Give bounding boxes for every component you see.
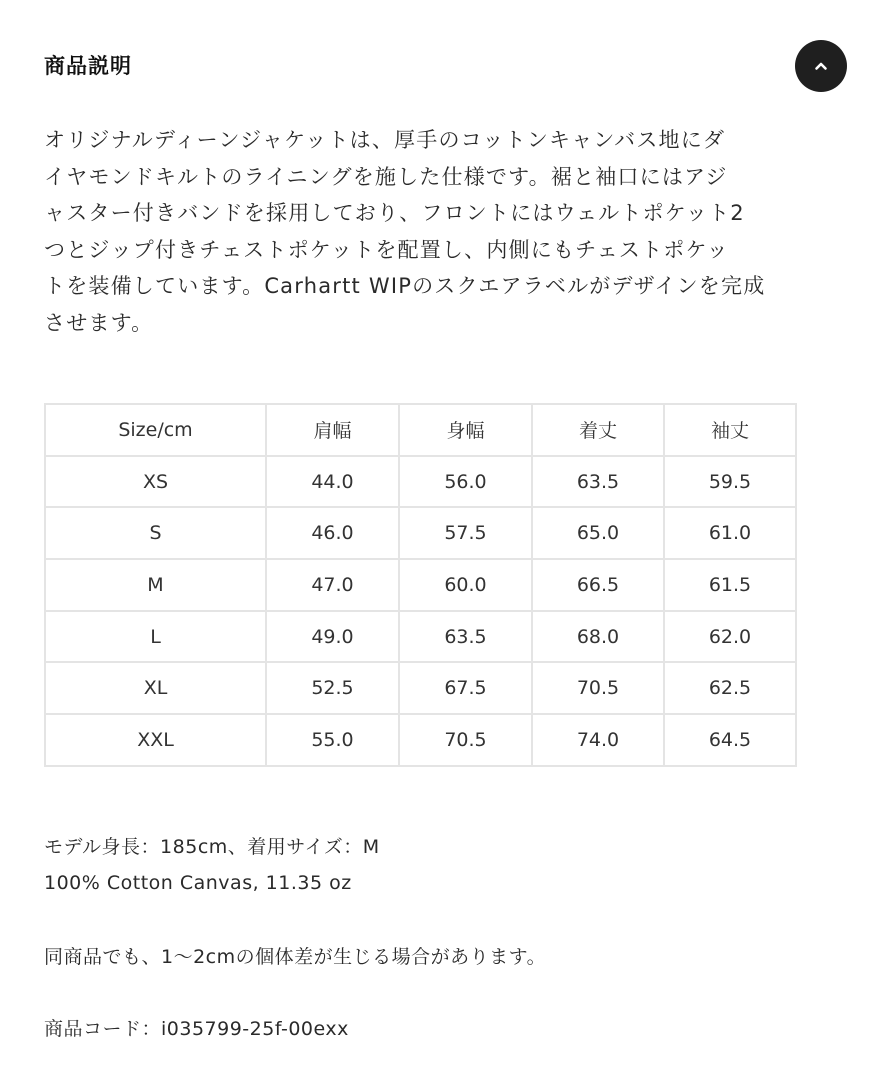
table-row	[45, 456, 796, 508]
material-info: 100% Cotton Canvas, 11.35 oz	[44, 872, 352, 894]
description-line: オリジナルディーンジャケットは、厚手のコットンキャンバス地にダ	[44, 128, 726, 152]
table-cell: 55.0	[266, 714, 399, 766]
chevron-up-icon	[813, 58, 829, 74]
size-chart-table	[44, 403, 797, 767]
description-line: トを装備しています。Carhartt WIPのスクエアラベルがデザインを完成	[44, 274, 766, 298]
product-code: 商品コード：i035799-25f-00exx	[44, 1018, 349, 1040]
table-cell: 70.5	[532, 662, 664, 714]
table-cell: 61.5	[664, 559, 796, 611]
table-row	[45, 714, 796, 766]
table-cell: 63.5	[399, 611, 532, 663]
table-cell: 65.0	[532, 507, 664, 559]
table-cell: 59.5	[664, 456, 796, 508]
table-cell: 52.5	[266, 662, 399, 714]
description-line: イヤモンドキルトのライニングを施した仕様です。裾と袖口にはアジ	[44, 164, 728, 189]
description-line: させます。	[44, 310, 154, 335]
table-cell: 47.0	[266, 559, 399, 611]
table-cell: 49.0	[266, 611, 399, 663]
table-cell: 46.0	[266, 507, 399, 559]
table-cell: 44.0	[266, 456, 399, 508]
product-description-header	[44, 48, 846, 92]
product-description	[44, 122, 804, 341]
table-cell: 57.5	[399, 507, 532, 559]
table-cell: 61.0	[664, 507, 796, 559]
collapse-button[interactable]	[795, 40, 847, 92]
model-info: モデル身長：185cm、着用サイズ：M	[44, 836, 380, 858]
table-row	[45, 559, 796, 611]
table-cell: XS	[45, 456, 266, 508]
section-title: 商品説明	[44, 54, 132, 78]
table-header-row	[45, 404, 796, 456]
table-row	[45, 611, 796, 663]
table-row	[45, 662, 796, 714]
table-cell: M	[45, 559, 266, 611]
table-cell: 64.5	[664, 714, 796, 766]
column-header: 着丈	[532, 404, 664, 456]
table-cell: 74.0	[532, 714, 664, 766]
table-cell: 67.5	[399, 662, 532, 714]
description-line: つとジップ付きチェストポケットを配置し、内側にもチェストポケッ	[44, 237, 729, 262]
table-cell: 60.0	[399, 559, 532, 611]
column-header: 肩幅	[266, 404, 399, 456]
column-header: Size/cm	[45, 404, 266, 456]
table-cell: 62.5	[664, 662, 796, 714]
table-cell: 62.0	[664, 611, 796, 663]
table-cell: 66.5	[532, 559, 664, 611]
column-header: 身幅	[399, 404, 532, 456]
table-cell: 56.0	[399, 456, 532, 508]
table-cell: 68.0	[532, 611, 664, 663]
table-cell: 63.5	[532, 456, 664, 508]
table-cell: 70.5	[399, 714, 532, 766]
table-cell: XXL	[45, 714, 266, 766]
table-cell: XL	[45, 662, 266, 714]
size-disclaimer: 同商品でも、1〜2cmの個体差が生じる場合があります。	[44, 946, 547, 968]
table-cell: L	[45, 611, 266, 663]
table-cell: S	[45, 507, 266, 559]
table-row	[45, 507, 796, 559]
description-line: ャスター付きバンドを採用しており、フロントにはウェルトポケット2	[44, 201, 745, 225]
column-header: 袖丈	[664, 404, 796, 456]
